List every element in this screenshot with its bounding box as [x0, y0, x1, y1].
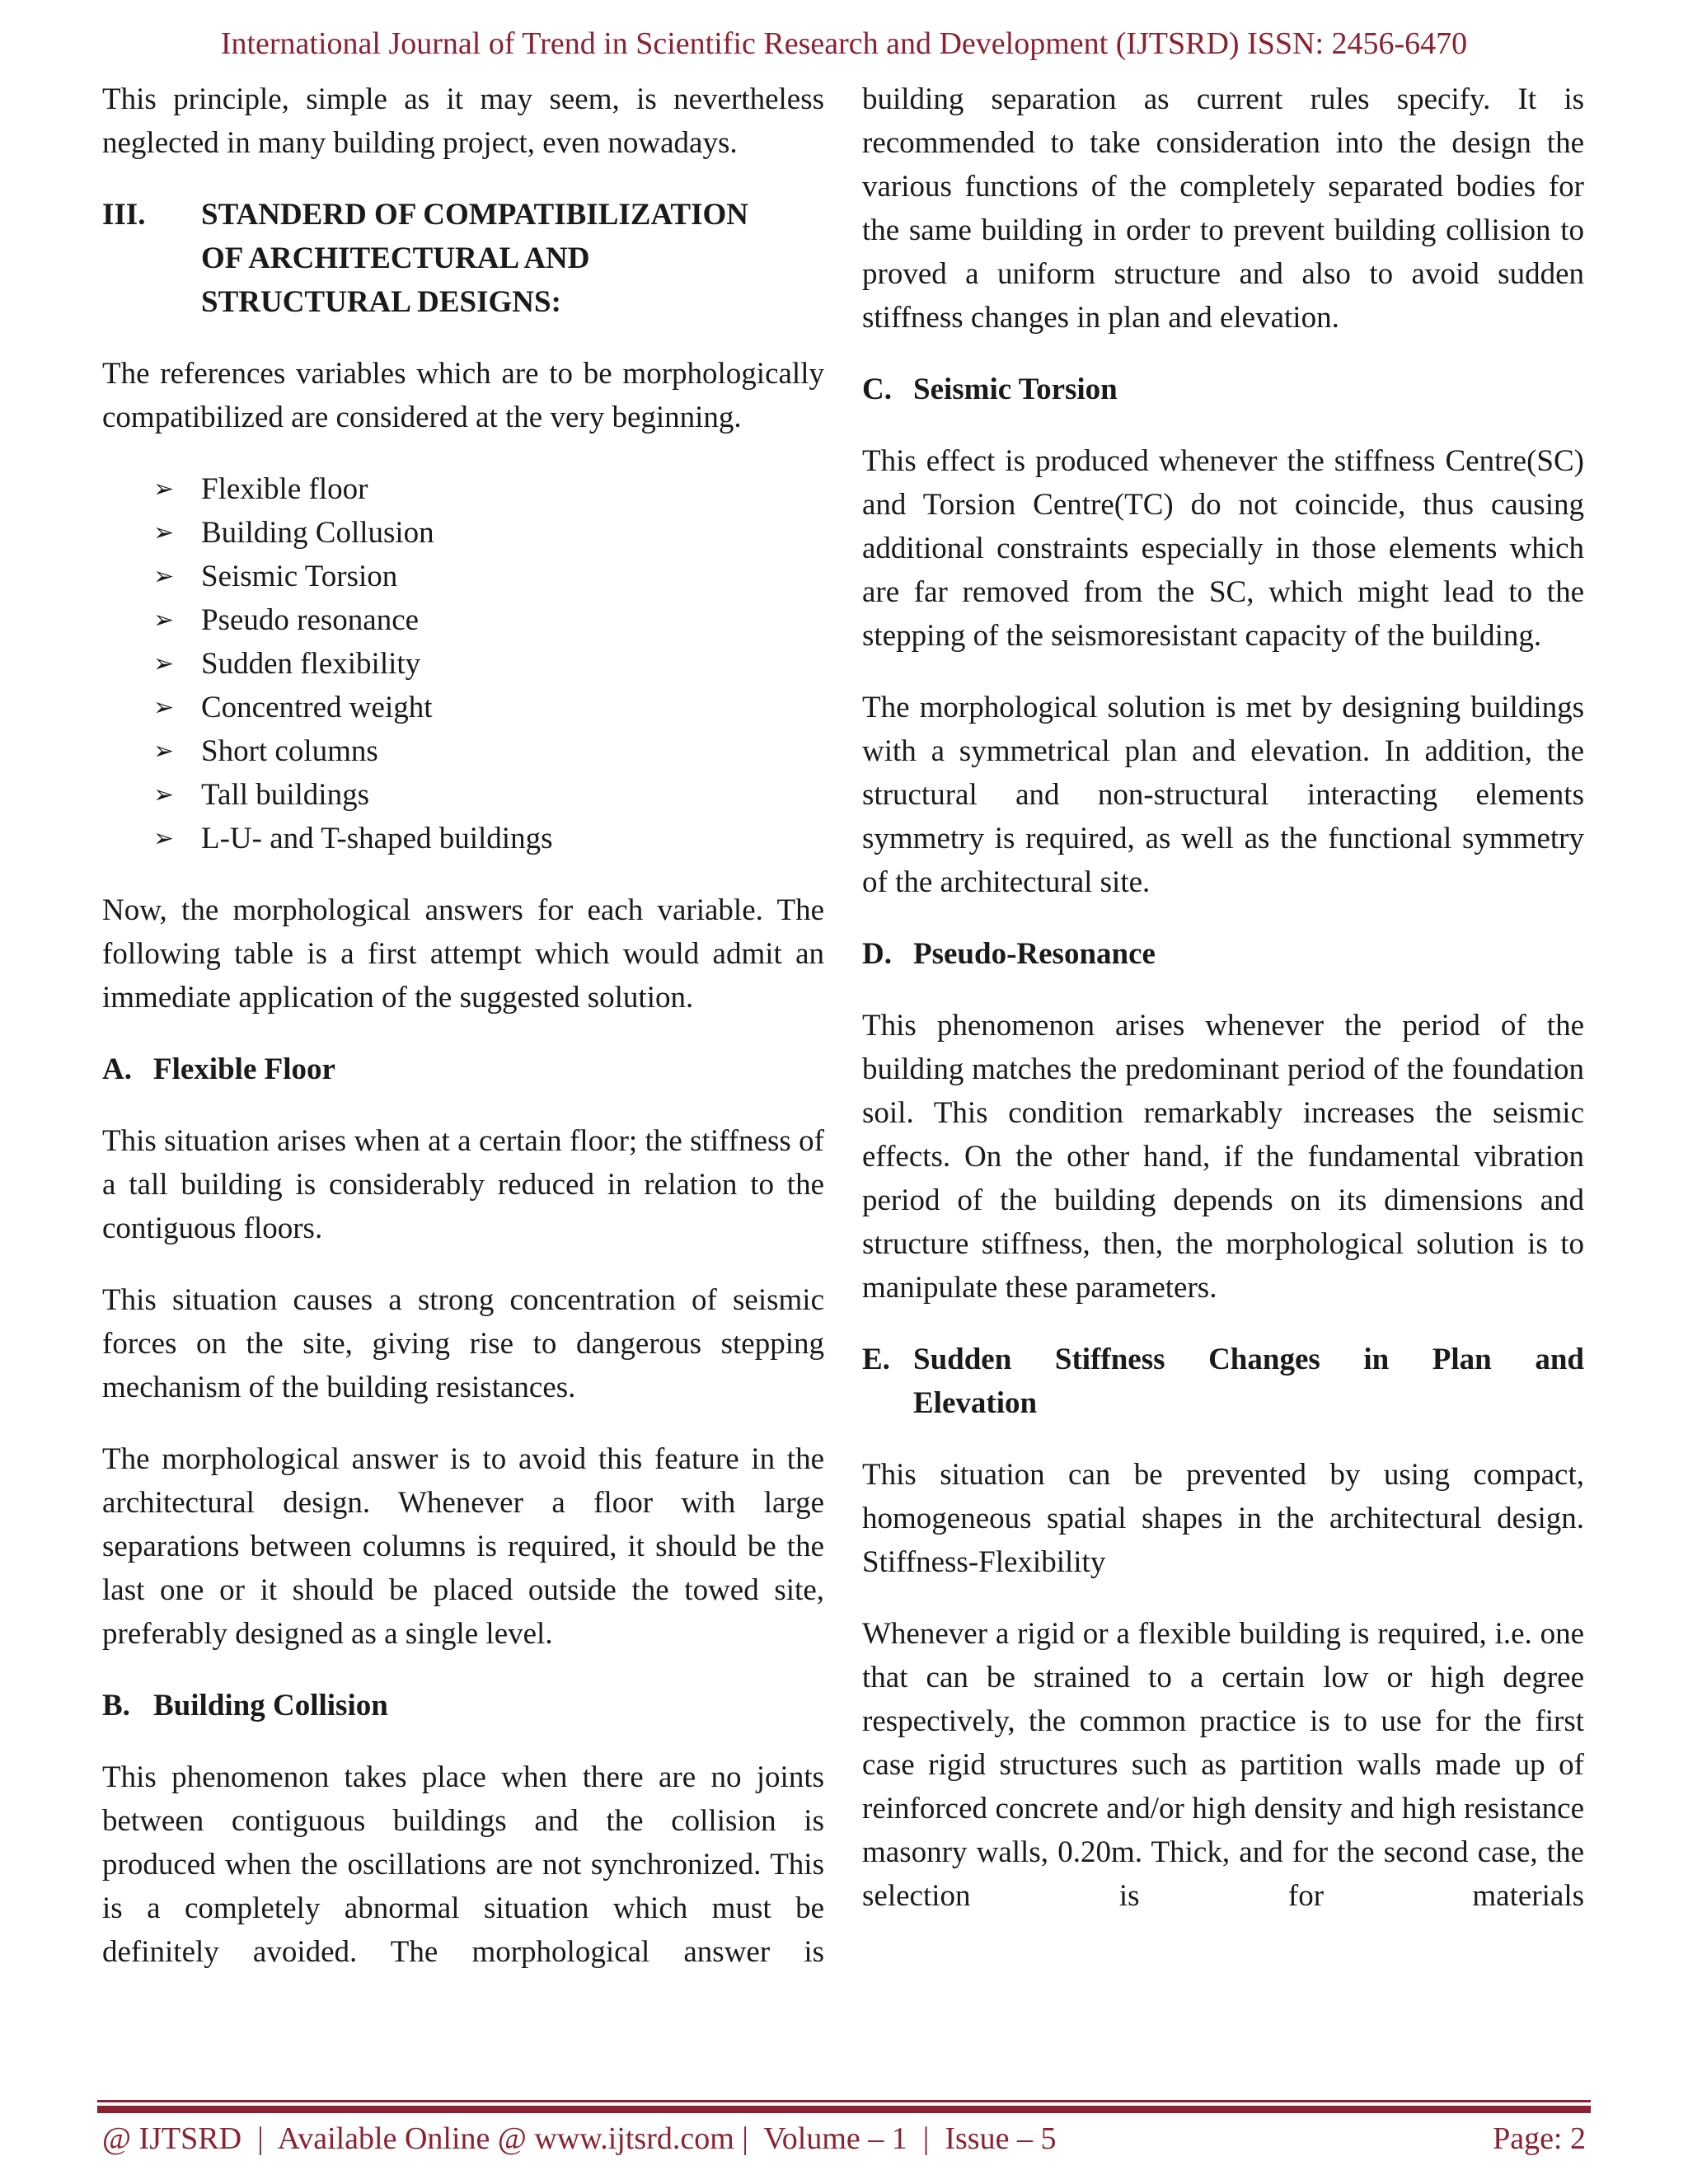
subsection-title-line-2: Elevation [913, 1386, 1038, 1420]
section-title-line-1: STANDERD OF COMPATIBILIZATION [201, 198, 749, 232]
subsection-heading-d [862, 932, 1584, 976]
section-number: III. [102, 198, 146, 232]
subsection-number: D. [862, 937, 892, 971]
list-item-text: Seismic Torsion [201, 560, 398, 593]
section-heading-3 [102, 193, 824, 324]
paragraph-e1: This situation can be prevented by using compact, homogeneous spatial shapes in the architectural design. Stiffness-Flexibility [862, 1458, 1584, 1579]
list-item-text: Pseudo resonance [201, 603, 420, 637]
paragraph-e2: Whenever a rigid or a flexible building is required, i.e. one that can be strained to a certain low or high degree respectively, the common practice is to use for the first case rigid structures such as partition walls made up of reinforced concrete and/or high density and high resistance masonry walls, 0.20m. Thick, and for the second case, the selection is for materials [862, 1617, 1584, 1913]
list-item [153, 598, 824, 642]
paragraph-c2: The morphological solution is met by designing buildings with a symmetrical plan and elevation. In addition, the structural and non-structural interacting elements symmetry is required, as well as the functional symmetry of the architectural site. [862, 691, 1584, 899]
section-title-line-2: OF ARCHITECTURAL AND [201, 241, 590, 275]
list-item-text: L-U- and T-shaped buildings [201, 822, 553, 855]
subsection-number: C. [862, 373, 892, 406]
variables-list [102, 467, 824, 860]
footer-info: @ IJTSRD | Available Online @ www.ijtsrd.com | Volume – 1 | Issue – 5 [102, 2121, 1057, 2156]
page-number: Page: 2 [1493, 2121, 1586, 2156]
arrow-bullet-icon: ➢ [153, 824, 175, 853]
list-item-text: Short columns [201, 734, 378, 768]
list-item [153, 555, 824, 598]
subsection-title: Seismic Torsion [913, 373, 1118, 406]
arrow-bullet-icon: ➢ [153, 780, 175, 809]
subsection-title [913, 1338, 1584, 1425]
paragraph-a3: The morphological answer is to avoid this feature in the architectural design. Whenever a floor with large separations between columns is required, it should be the last one or it should be placed outside the towed site, preferably designed as a single level. [102, 1442, 824, 1651]
subsection-heading-b [102, 1684, 824, 1727]
paragraph-a1: This situation arises when at a certain floor; the stiffness of a tall building is considerably reduced in relation to the contiguous floors. [102, 1124, 824, 1245]
list-item [153, 773, 824, 817]
intro-paragraph: This principle, simple as it may seem, is nevertheless neglected in many building project, even nowadays. [102, 82, 824, 160]
list-item-text: Tall buildings [201, 778, 369, 812]
subsection-number: A. [102, 1052, 132, 1086]
left-column [102, 77, 824, 2002]
section-title-line-3: STRUCTURAL DESIGNS: [201, 285, 561, 319]
references-paragraph: The references variables which are to be morphologically compatibilized are considered at the very beginning. [102, 357, 824, 434]
paragraph-a2: This situation causes a strong concentration of seismic forces on the site, giving rise to dangerous stepping mechanism of the building resistances. [102, 1283, 824, 1404]
arrow-bullet-icon: ➢ [153, 693, 175, 722]
subsection-number: E. [862, 1343, 890, 1376]
list-item-text: Flexible floor [201, 472, 368, 506]
right-column [862, 77, 1584, 1946]
page-footer [102, 2118, 1586, 2159]
subsection-heading-c [862, 368, 1584, 411]
list-item [153, 686, 824, 729]
subsection-heading-a [102, 1047, 824, 1091]
paragraph-d1: This phenomenon arises whenever the period of the building matches the predominant period of the foundation soil. This condition remarkably increases the seismic effects. On the other hand, if the fundamental vibration period of the building depends on its dimensions and structure stiffness, then, the morphological solution is to manipulate these parameters. [862, 1009, 1584, 1305]
footer-rule-thin [97, 2100, 1591, 2102]
subsection-heading-e [862, 1338, 1584, 1425]
subsection-title: Flexible Floor [153, 1052, 335, 1086]
paragraph-b1: This phenomenon takes place when there are no joints between contiguous buildings and the collision is produced when the oscillations are not synchronized. This is a completely abnormal situation which must be definitely avoided. The morphological answer is [102, 1760, 824, 1969]
list-item-text: Building Collusion [201, 516, 434, 550]
list-item-text: Concentred weight [201, 691, 433, 724]
section-title [201, 193, 748, 324]
footer-rule-thick [97, 2106, 1591, 2113]
arrow-bullet-icon: ➢ [153, 649, 175, 678]
paragraph-c1: This effect is produced whenever the stiffness Centre(SC) and Torsion Centre(TC) do not coincide, thus causing additional constraints especially in those elements which are far removed from the SC, which might lead to the stepping of the seismoresistant capacity of the building. [862, 444, 1584, 653]
arrow-bullet-icon: ➢ [153, 562, 175, 591]
now-paragraph: Now, the morphological answers for each variable. The following table is a first attempt which would admit an immediate application of the suggested solution. [102, 893, 824, 1015]
subsection-title: Building Collision [153, 1689, 388, 1722]
list-item [153, 642, 824, 686]
list-item [153, 817, 824, 860]
subsection-title-line-1: Sudden Stiffness Changes in Plan and [913, 1343, 1584, 1376]
arrow-bullet-icon: ➢ [153, 606, 175, 635]
list-item [153, 729, 824, 773]
list-item [153, 467, 824, 511]
arrow-bullet-icon: ➢ [153, 475, 175, 504]
paragraph-b2: building separation as current rules specify. It is recommended to take consideration into the design the various functions of the completely separated bodies for the same building in order to prevent building collision to proved a uniform structure and also to avoid sudden stiffness changes in plan and elevation. [862, 82, 1584, 335]
journal-header: International Journal of Trend in Scientific Research and Development (IJTSRD) ISSN: 2456-6470 [220, 26, 1468, 61]
subsection-number: B. [102, 1689, 130, 1722]
subsection-title: Pseudo-Resonance [913, 937, 1156, 971]
list-item-text: Sudden flexibility [201, 647, 421, 681]
list-item [153, 511, 824, 555]
arrow-bullet-icon: ➢ [153, 737, 175, 766]
arrow-bullet-icon: ➢ [153, 518, 175, 547]
